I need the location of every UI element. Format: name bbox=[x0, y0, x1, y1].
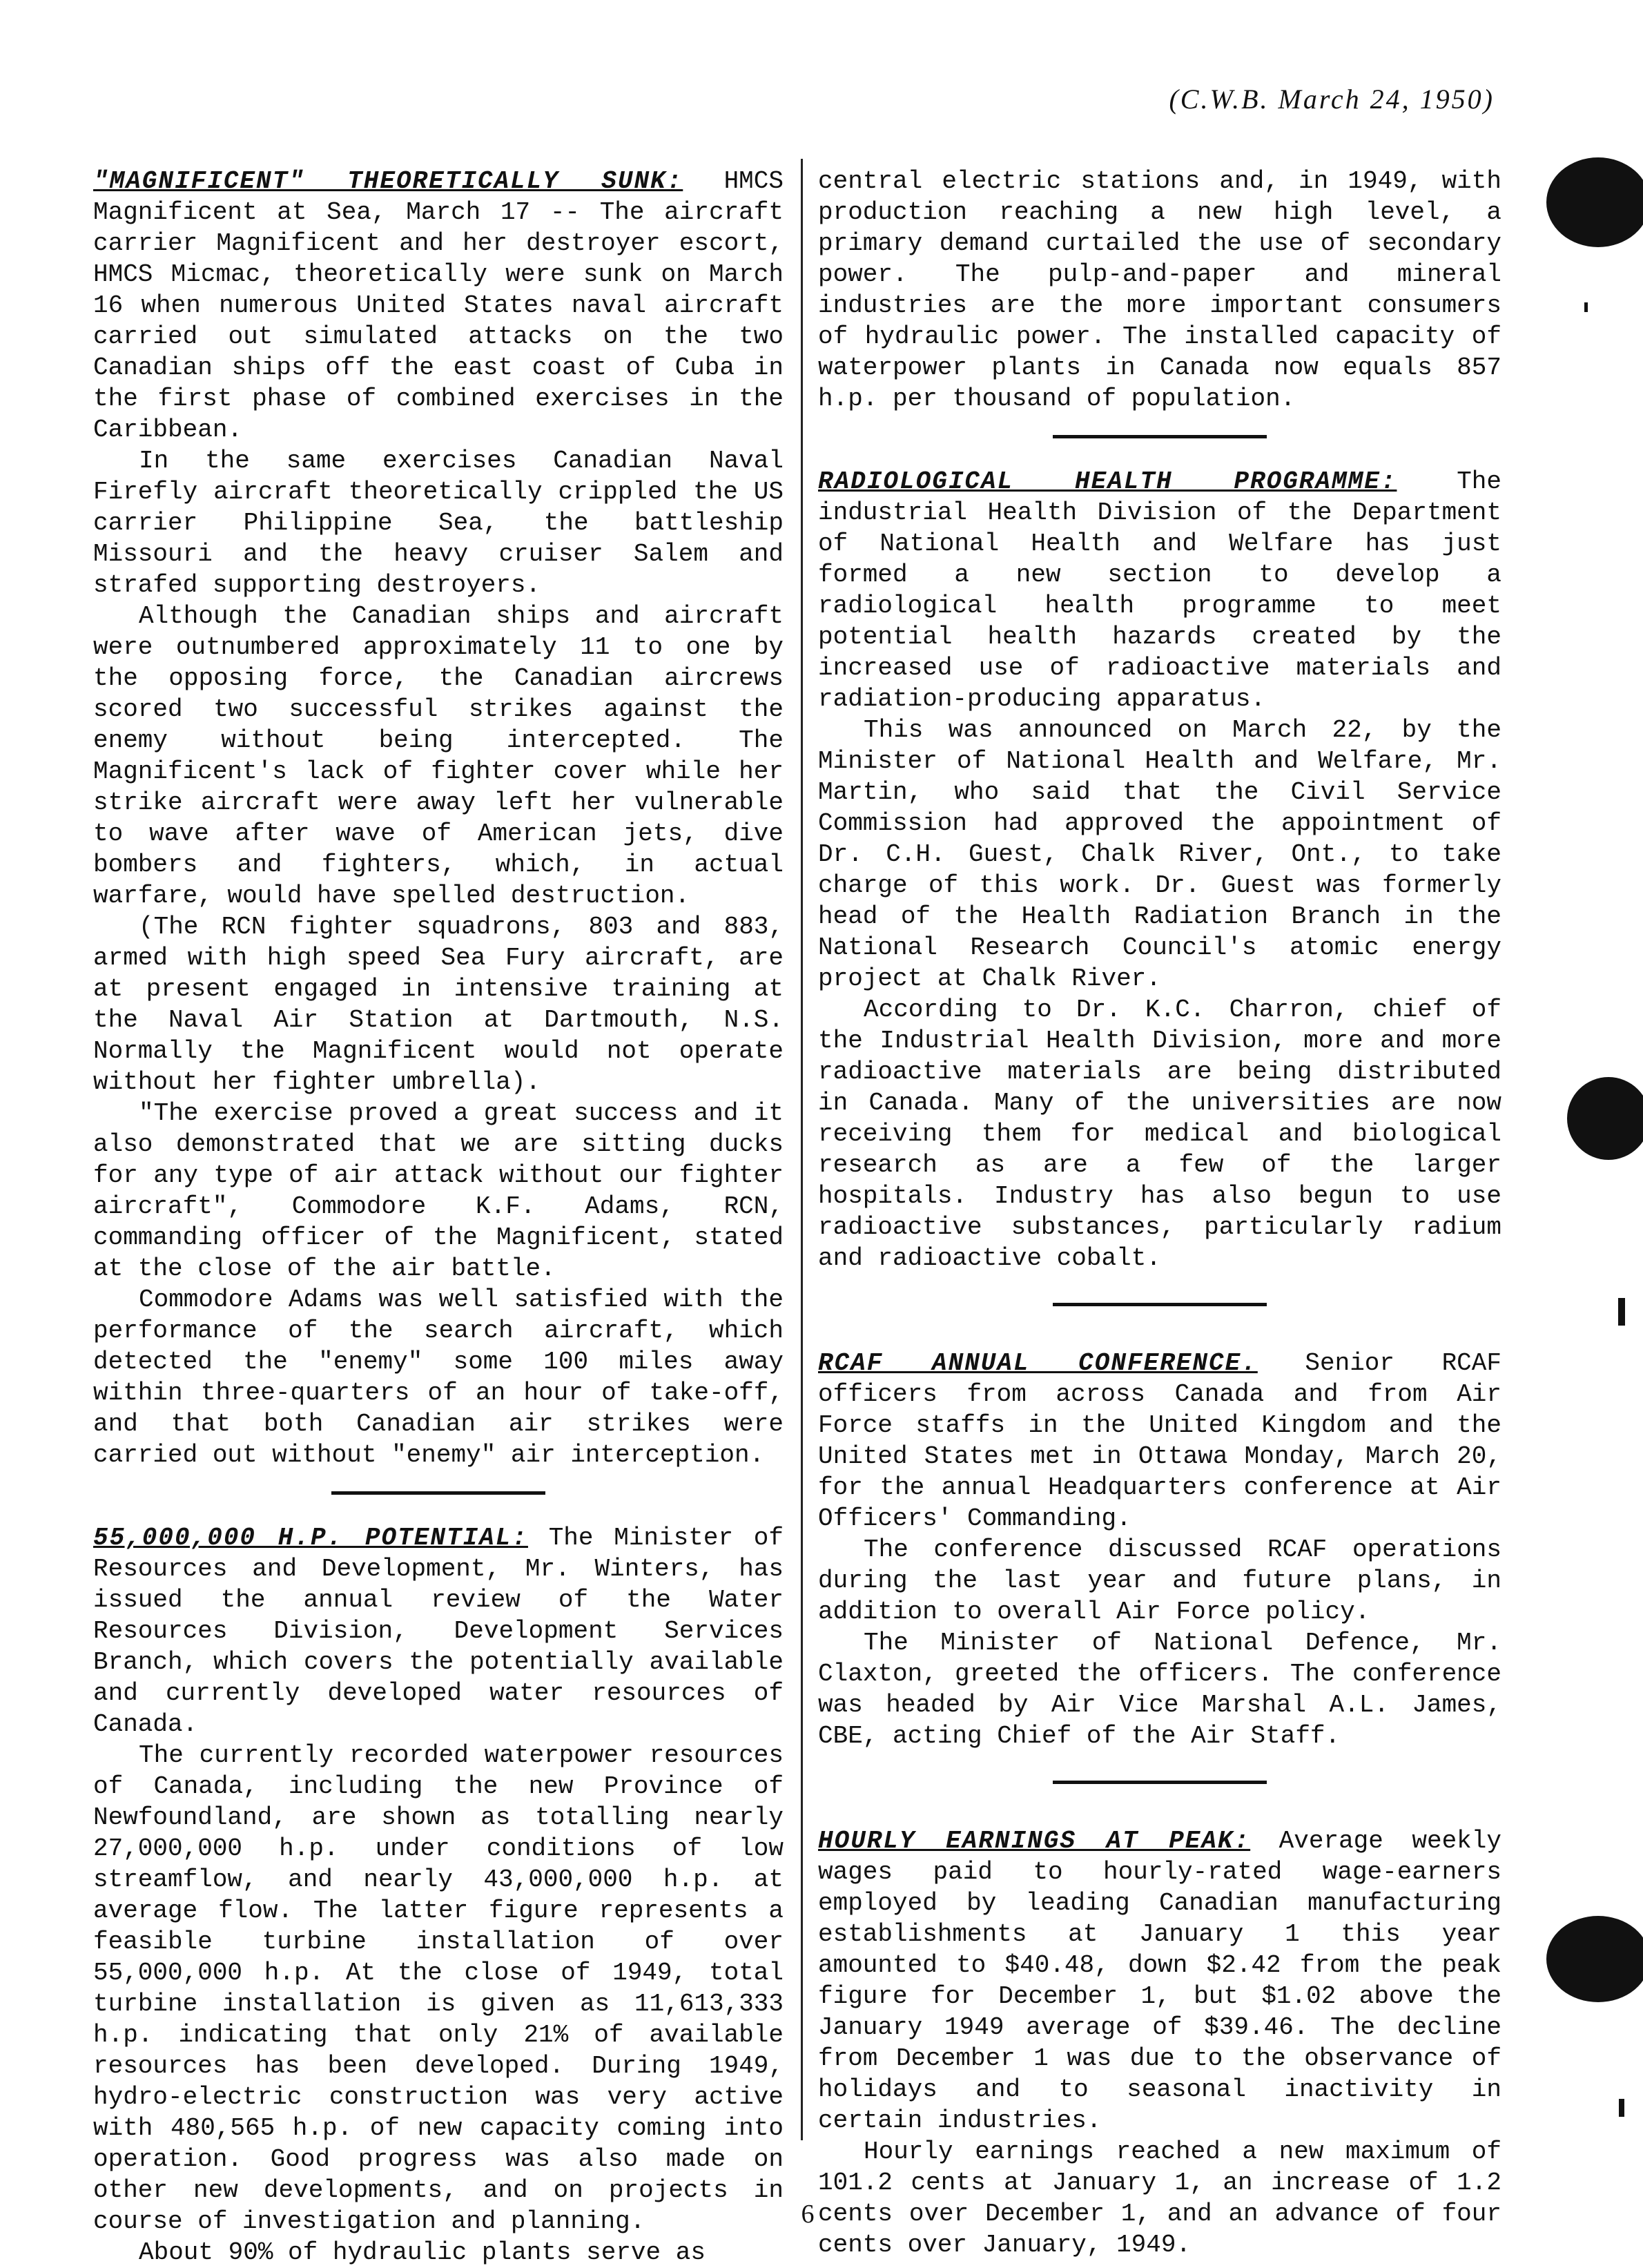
article-lead-text: Senior RCAF officers from across Canada and from Air Force staffs in the United Kingdom and the United States met in Ottawa Monday, March 20, for the annual Headquarters conference at Air Officers' Commanding. bbox=[818, 1349, 1501, 1533]
article-paragraph: The Minister of National Defence, Mr. Claxton, greeted the officers. The conference was headed by Air Vice Marshal A.L. James, CBE, acting Chief of the Air Staff. bbox=[818, 1629, 1501, 1750]
column-divider bbox=[801, 159, 803, 2140]
article-lead-paragraph bbox=[818, 466, 1501, 715]
left-column bbox=[93, 166, 784, 2268]
article-paragraph: This was announced on March 22, by the Minister of National Health and Welfare, Mr. Martin, who said that the Civil Service Commission had approved the appointment of Dr. C.H. Guest, Chalk River, Ont., to take charge of this work. Dr. Guest was formerly head of the Health Radiation Branch in the National Research Council's atomic energy project at Chalk River. bbox=[818, 716, 1501, 993]
article-headline: "MAGNIFICENT" THEORETICALLY SUNK: bbox=[93, 167, 683, 195]
margin-speck bbox=[1619, 2099, 1624, 2117]
continuation-paragraph: central electric stations and, in 1949, with production reaching a new high level, a primary demand curtailed the use of secondary power. The pulp-and-paper and mineral industries are the more important consumers of hydraulic power. The installed capacity of waterpower plants in Canada now equals 857 h.p. per thousand of population. bbox=[818, 167, 1501, 413]
article-paragraph: The currently recorded waterpower resources of Canada, including the new Province of Newfoundland, are shown as totalling nearly 27,000,000 h.p. under conditions of low streamflow, and nearly 43,000,000 h.p. at average flow. The latter figure represents a feasible turbine installation of over 55,000,000 h.p. At the close of 1949, total turbine installation is given as 11,613,333 h.p. indicating that only 21% of available resources has been developed. During 1949, hydro-electric construction was very active with 480,565 h.p. of new capacity coming into operation. Good progress was also made on other new developments, and on projects in course of investigation and planning. bbox=[93, 1741, 784, 2236]
article-paragraph: "The exercise proved a great success and it also demonstrated that we are sitting ducks for any type of air attack without our fighter aircraft", Commodore K.F. Adams, RCN, commanding officer of the Magnificent, stated at the close of the air battle. bbox=[93, 1099, 784, 1283]
article-rcaf-conference bbox=[818, 1348, 1501, 1752]
article-lead-paragraph bbox=[818, 1348, 1501, 1534]
article-lead-paragraph bbox=[818, 1825, 1501, 2136]
article-lead-text: Average weekly wages paid to hourly-rated wage-earners employed by leading Canadian manufacturing establishments at January 1 this year amounted to $40.48, down $2.42 from the peak figure for December 1, but $1.02 above the January 1949 average of $39.46. The decline from December 1 was due to the observance of holidays and to seasonal inactivity in certain industries. bbox=[818, 1827, 1501, 2135]
section-divider-rule bbox=[331, 1491, 545, 1495]
article-paragraph: Commodore Adams was well satisfied with the performance of the search aircraft, which detected the "enemy" some 100 miles away within three-quarters of an hour of take-off, and that both Canadian air strikes were carried out without "enemy" air interception. bbox=[93, 1286, 784, 1469]
section-divider-rule bbox=[1053, 1781, 1267, 1784]
margin-speck bbox=[1584, 302, 1588, 312]
article-headline: RCAF ANNUAL CONFERENCE. bbox=[818, 1349, 1258, 1377]
article-lead-paragraph bbox=[93, 1522, 784, 1740]
article-paragraph: In the same exercises Canadian Naval Firefly aircraft theoretically crippled the US carrier Philippine Sea, the battleship Missouri and the heavy cruiser Salem and strafed supporting destroyers. bbox=[93, 447, 784, 599]
article-paragraph: The conference discussed RCAF operations during the last year and future plans, in addition to overall Air Force policy. bbox=[818, 1535, 1501, 1626]
binder-hole-mark bbox=[1546, 1916, 1643, 2002]
article-lead-paragraph bbox=[93, 166, 784, 445]
article-paragraph: Although the Canadian ships and aircraft were outnumbered approximately 11 to one by the opposing force, the Canadian aircrews scored two successful strikes against the enemy without being intercepted. The Magnificent's lack of fighter cover while her strike aircraft were away left her vulnerable to wave after wave of American jets, dive bombers and fighters, which, in actual warfare, would have spelled destruction. bbox=[93, 602, 784, 910]
article-paragraph: (The RCN fighter squadrons, 803 and 883, armed with high speed Sea Fury aircraft, are at present engaged in intensive training at the Naval Air Station at Dartmouth, N.S. Normally the Magnificent would not operate without her fighter umbrella). bbox=[93, 913, 784, 1096]
right-column bbox=[818, 166, 1501, 2260]
article-magnificent-sunk bbox=[93, 166, 784, 1471]
issue-citation: (C.W.B. March 24, 1950) bbox=[1169, 84, 1495, 115]
page-number: 6 bbox=[801, 2200, 815, 2229]
article-paragraph: According to Dr. K.C. Charron, chief of the Industrial Health Division, more and more radioactive materials are being distributed in Canada. Many of the universities are now receiving them for medical and biological research as are a few of the larger hospitals. Industry has also begun to use radioactive substances, particularly radium and radioactive cobalt. bbox=[818, 996, 1501, 1272]
section-divider-rule bbox=[1053, 435, 1267, 438]
article-hp-potential bbox=[93, 1522, 784, 2268]
article-headline: HOURLY EARNINGS AT PEAK: bbox=[818, 1827, 1251, 1855]
article-radiological-health bbox=[818, 466, 1501, 1274]
binder-hole-mark bbox=[1546, 157, 1643, 247]
article-headline: RADIOLOGICAL HEALTH PROGRAMME: bbox=[818, 467, 1397, 496]
article-paragraph: About 90% of hydraulic plants serve as bbox=[139, 2238, 706, 2267]
section-divider-rule bbox=[1053, 1303, 1267, 1306]
article-lead-text: The industrial Health Division of the Department of National Health and Welfare has just formed a new section to develop a radiological health programme to meet potential health hazards created by the increased use of radioactive materials and radiation-producing apparatus. bbox=[818, 467, 1501, 713]
binder-hole-mark bbox=[1567, 1077, 1643, 1160]
article-lead-text: HMCS Magnificent at Sea, March 17 -- The aircraft carrier Magnificent and her destroyer escort, HMCS Micmac, theoretically were sunk on March 16 when numerous United States naval aircraft carried out simulated attacks on the two Canadian ships off the east coast of Cuba in the first phase of combined exercises in the Caribbean. bbox=[93, 167, 784, 444]
article-lead-text: The Minister of Resources and Development, Mr. Winters, has issued the annual review of the Water Resources Division, Development Services Branch, which covers the potentially available and currently developed water resources of Canada. bbox=[93, 1524, 784, 1738]
article-hourly-earnings bbox=[818, 1825, 1501, 2260]
article-headline: 55,000,000 H.P. POTENTIAL: bbox=[93, 1524, 528, 1552]
article-continuation bbox=[818, 166, 1501, 414]
article-paragraph: Hourly earnings reached a new maximum of 101.2 cents at January 1, an increase of 1.2 cents over December 1, and an advance of four cents over January, 1949. bbox=[818, 2138, 1501, 2259]
margin-speck bbox=[1618, 1298, 1625, 1326]
